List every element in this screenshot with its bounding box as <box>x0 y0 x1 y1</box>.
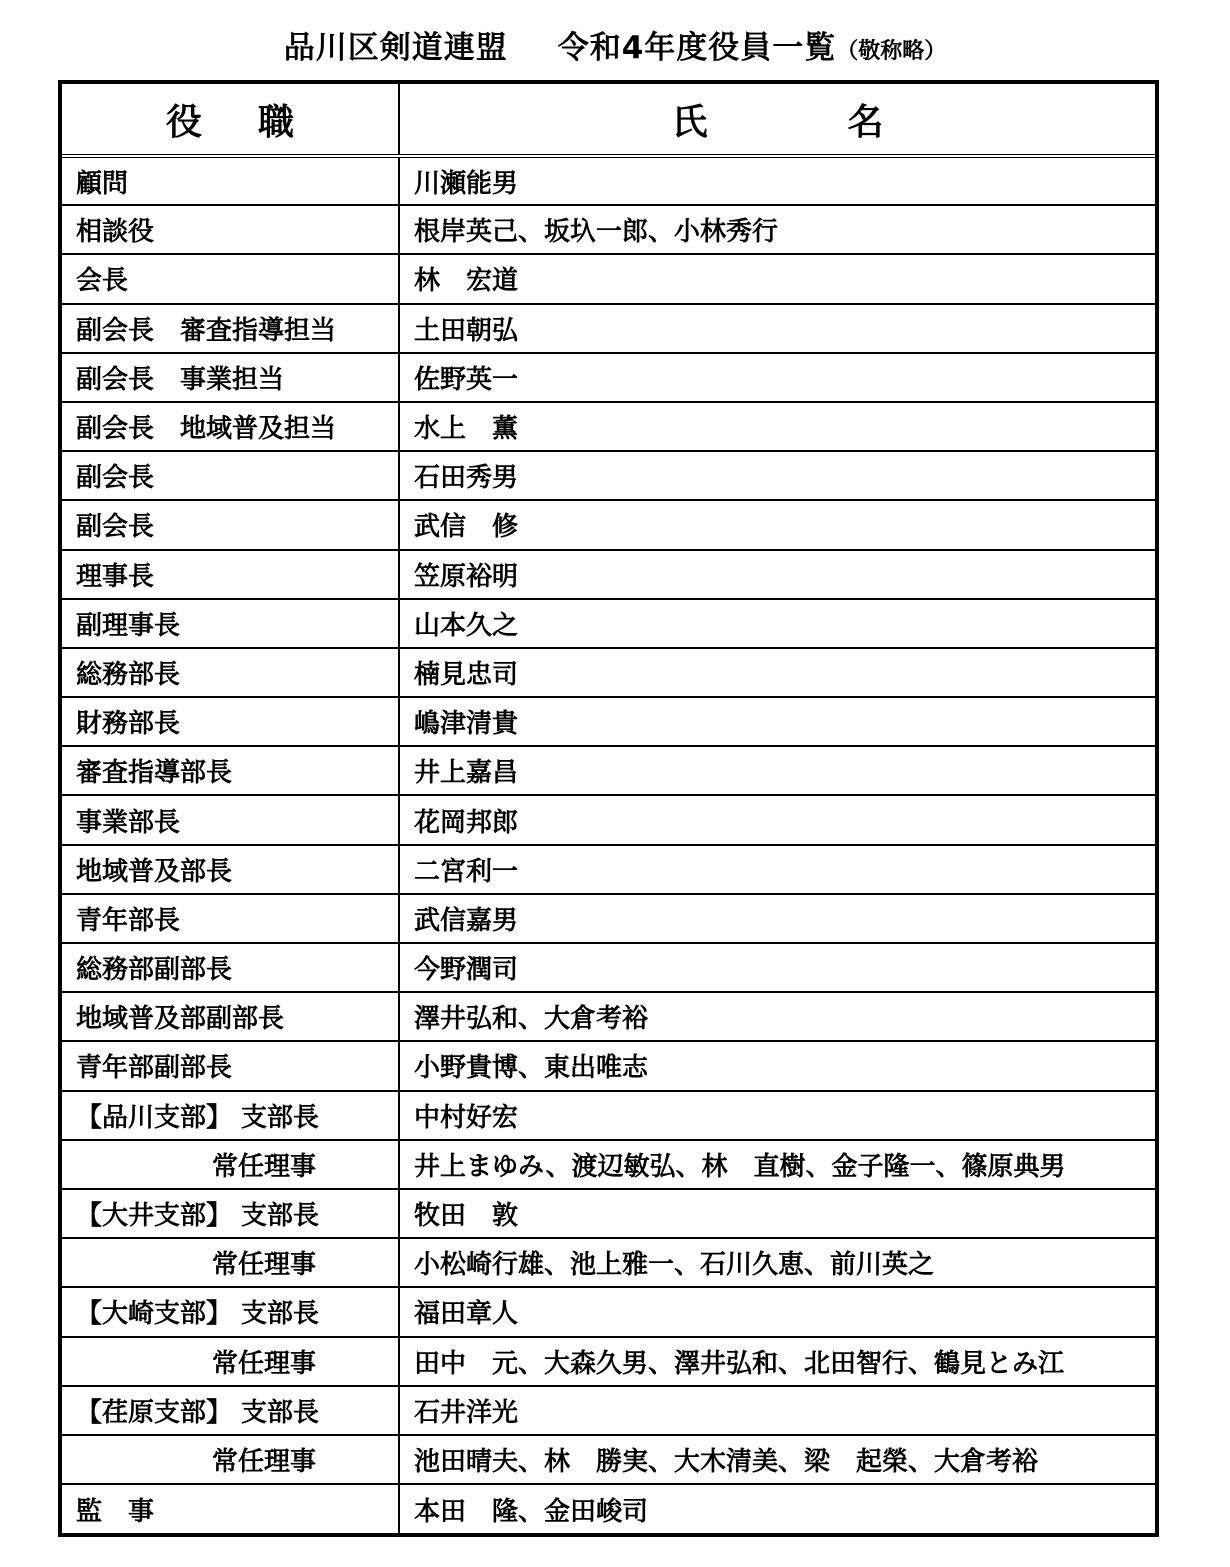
names-cell: 嶋津清貴 <box>399 697 1155 746</box>
names-cell: 井上嘉昌 <box>399 746 1155 795</box>
role-cell: 副会長 <box>62 500 399 549</box>
role-cell: 常任理事 <box>62 1435 399 1484</box>
table-row <box>62 451 1155 500</box>
role-cell: 相談役 <box>62 205 399 254</box>
role-cell: 副理事長 <box>62 599 399 648</box>
table-row <box>62 254 1155 303</box>
role-cell: 【品川支部】 支部長 <box>62 1091 399 1140</box>
role-cell: 総務部長 <box>62 648 399 697</box>
names-cell: 土田朝弘 <box>399 304 1155 353</box>
table-row <box>62 795 1155 844</box>
role-cell: 【大崎支部】 支部長 <box>62 1287 399 1336</box>
names-cell: 田中 元、大森久男、澤井弘和、北田智行、鶴見とみ江 <box>399 1337 1155 1386</box>
table-row <box>62 1386 1155 1435</box>
table-row <box>62 205 1155 254</box>
title-document: 令和4年度役員一覧 <box>557 30 837 66</box>
names-cell: 本田 隆、金田峻司 <box>414 1496 649 1527</box>
header-names: 氏名 <box>399 84 1155 156</box>
table-row <box>62 1189 1155 1238</box>
names-cell: 井上まゆみ、渡辺敏弘、林 直樹、金子隆一、篠原典男 <box>399 1140 1155 1189</box>
officers-table-frame <box>58 80 1159 1537</box>
table-row <box>62 648 1155 697</box>
names-cell: 小松崎行雄、池上雅一、石川久恵、前川英之 <box>399 1238 1155 1287</box>
role-cell: 地域普及部長 <box>62 845 399 894</box>
role-cell: 事業部長 <box>62 795 399 844</box>
names-cell: 今野潤司 <box>399 943 1155 992</box>
table-row <box>62 500 1155 549</box>
table-row <box>62 1238 1155 1287</box>
table-row <box>62 992 1155 1041</box>
table-row <box>62 894 1155 943</box>
names-cell: 石田秀男 <box>399 451 1155 500</box>
table-header-row <box>62 84 1155 156</box>
names-cell: 牧田 敦 <box>399 1189 1155 1238</box>
names-cell: 佐野英一 <box>399 353 1155 402</box>
role-cell: 副会長 <box>62 451 399 500</box>
names-cell: 川瀬能男 <box>399 156 1155 205</box>
table-row <box>62 943 1155 992</box>
names-cell: 根岸英己、坂圦一郎、小林秀行 <box>399 205 1155 254</box>
role-cell: 審査指導部長 <box>62 746 399 795</box>
role-cell: 財務部長 <box>62 697 399 746</box>
table-row <box>62 353 1155 402</box>
names-cell: 山本久之 <box>399 599 1155 648</box>
role-cell: 常任理事 <box>62 1140 399 1189</box>
role-cell: 青年部長 <box>62 894 399 943</box>
role-cell: 副会長 地域普及担当 <box>62 402 399 451</box>
role-cell: 理事長 <box>62 550 399 599</box>
role-cell: 顧問 <box>62 156 399 205</box>
table-body <box>62 156 1155 1533</box>
names-cell: 福田章人 <box>399 1287 1155 1336</box>
table-row <box>62 697 1155 746</box>
table-row <box>62 599 1155 648</box>
table-row <box>62 1484 1155 1533</box>
table-row <box>62 1140 1155 1189</box>
names-cell: 林 宏道 <box>399 254 1155 303</box>
names-cell: 笠原裕明 <box>399 550 1155 599</box>
names-cell: 澤井弘和、大倉考裕 <box>399 992 1155 1041</box>
names-cell: 楠見忠司 <box>399 648 1155 697</box>
role-cell: 常任理事 <box>62 1337 399 1386</box>
role-cell: 【荏原支部】 支部長 <box>62 1386 399 1435</box>
table-row <box>62 1041 1155 1090</box>
role-cell: 地域普及部副部長 <box>62 992 399 1041</box>
officers-table <box>62 84 1155 1533</box>
role-cell: 常任理事 <box>62 1238 399 1287</box>
role-cell: 副会長 審査指導担当 <box>62 304 399 353</box>
names-cell: 中村好宏 <box>399 1091 1155 1140</box>
role-cell: 【大井支部】 支部長 <box>62 1189 399 1238</box>
table-row <box>62 746 1155 795</box>
role-cell: 監 事 <box>62 1484 399 1533</box>
title-honorific-note: （敬称略） <box>836 39 947 64</box>
names-cell: 花岡邦郎 <box>399 795 1155 844</box>
table-row <box>62 1435 1155 1484</box>
names-cell: 池田晴夫、林 勝実、大木清美、梁 起榮、大倉考裕 <box>399 1435 1155 1484</box>
table-row <box>62 304 1155 353</box>
table-row <box>62 845 1155 894</box>
names-cell: 武信 修 <box>399 500 1155 549</box>
header-role: 役職 <box>62 84 399 156</box>
names-cell: 小野貴博、東出唯志 <box>399 1041 1155 1090</box>
table-row <box>62 1337 1155 1386</box>
table-row <box>62 402 1155 451</box>
role-cell: 副会長 事業担当 <box>62 353 399 402</box>
table-row <box>62 1091 1155 1140</box>
table-row <box>62 550 1155 599</box>
table-row <box>62 1287 1155 1336</box>
table-row <box>62 156 1155 205</box>
role-cell: 青年部副部長 <box>62 1041 399 1090</box>
role-cell: 会長 <box>62 254 399 303</box>
names-cell: 水上 薫 <box>399 402 1155 451</box>
page-title <box>0 22 1230 67</box>
names-cell: 二宮利一 <box>399 845 1155 894</box>
names-cell: 武信嘉男 <box>399 894 1155 943</box>
role-cell: 総務部副部長 <box>62 943 399 992</box>
names-cell: 石井洋光 <box>399 1386 1155 1435</box>
title-organization: 品川区剣道連盟 <box>283 30 508 66</box>
